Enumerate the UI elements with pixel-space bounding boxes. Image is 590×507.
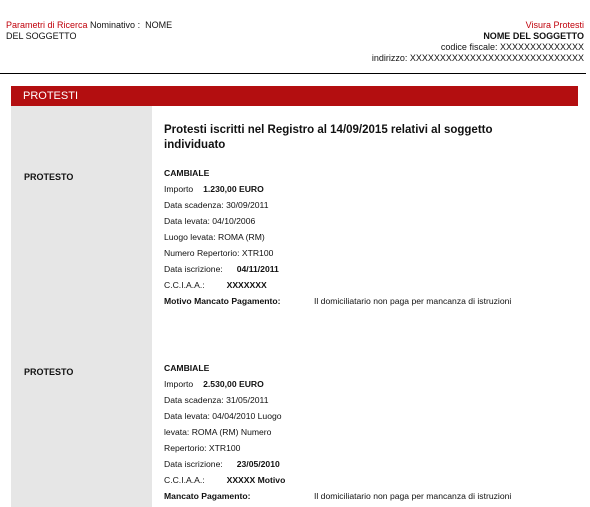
levata-row: Data levata: 04/10/2006 — [164, 216, 256, 226]
motivo-row — [164, 488, 584, 504]
iscrizione-value: 04/11/2011 — [236, 264, 279, 274]
search-parameters — [6, 20, 172, 42]
importo-row — [164, 376, 584, 392]
luogo-row: Luogo levata: ROMA (RM) — [164, 232, 265, 242]
cciaa-value: XXXXX Motivo — [226, 475, 286, 485]
levata-row: Data levata: 04/04/2010 Luogo — [164, 411, 282, 421]
iscrizione-label: Data iscrizione: — [164, 264, 223, 274]
document-title: Visura Protesti — [525, 20, 584, 30]
motivo-label: Motivo Mancato Pagamento: — [164, 296, 281, 306]
registry-title: Protesti iscritti nel Registro al 14/09/2015 relativi al soggetto individuato — [164, 124, 493, 151]
motivo-row — [164, 293, 584, 309]
subject-address: indirizzo: XXXXXXXXXXXXXXXXXXXXXXXXXXXXX — [371, 53, 584, 63]
importo-value: 1.230,00 EURO — [203, 184, 264, 194]
subject-header — [372, 20, 584, 64]
repertorio-row: Repertorio: XTR100 — [164, 443, 241, 453]
protesto-details — [164, 360, 584, 504]
iscrizione-row — [164, 261, 584, 277]
header-divider — [0, 73, 586, 74]
motivo-value: Il domiciliatario non paga per mancanza di istruzioni — [314, 491, 512, 501]
protesto-type: CAMBIALE — [164, 168, 210, 178]
levata-row-2: levata: ROMA (RM) Numero — [164, 427, 272, 437]
cciaa-row — [164, 472, 584, 488]
search-parameters-label: Parametri di Ricerca — [6, 20, 88, 30]
section-header-bar: PROTESTI — [11, 86, 578, 106]
importo-value: 2.530,00 EURO — [203, 379, 264, 389]
cciaa-value: XXXXXXX — [226, 280, 267, 290]
cciaa-label: C.C.I.A.A.: — [164, 280, 205, 290]
protesto-label: PROTESTO — [24, 367, 74, 377]
scadenza-row: Data scadenza: 31/05/2011 — [164, 395, 269, 405]
scadenza-row: Data scadenza: 30/09/2011 — [164, 200, 269, 210]
cciaa-label: C.C.I.A.A.: — [164, 475, 205, 485]
nominativo-value: NOME — [145, 20, 173, 30]
iscrizione-value: 23/05/2010 — [236, 459, 280, 469]
protesto-label: PROTESTO — [24, 172, 74, 182]
importo-label: Importo — [164, 184, 194, 194]
protesto-type: CAMBIALE — [164, 363, 210, 373]
subject-name: NOME DEL SOGGETTO — [483, 31, 584, 41]
repertorio-row: Numero Repertorio: XTR100 — [164, 248, 274, 258]
motivo-value: Il domiciliatario non paga per mancanza di istruzioni — [314, 296, 512, 306]
importo-row — [164, 181, 584, 197]
iscrizione-label: Data iscrizione: — [164, 459, 223, 469]
nominativo-value-line2: DEL SOGGETTO — [6, 31, 77, 41]
label-column — [11, 106, 152, 507]
motivo-label: Mancato Pagamento: — [164, 491, 251, 501]
subject-fiscal-code: codice fiscale: XXXXXXXXXXXXXX — [440, 42, 584, 52]
protesto-details — [164, 165, 584, 309]
importo-label: Importo — [164, 379, 194, 389]
iscrizione-row — [164, 456, 584, 472]
nominativo-label: Nominativo : — [90, 20, 141, 30]
cciaa-row — [164, 277, 584, 293]
